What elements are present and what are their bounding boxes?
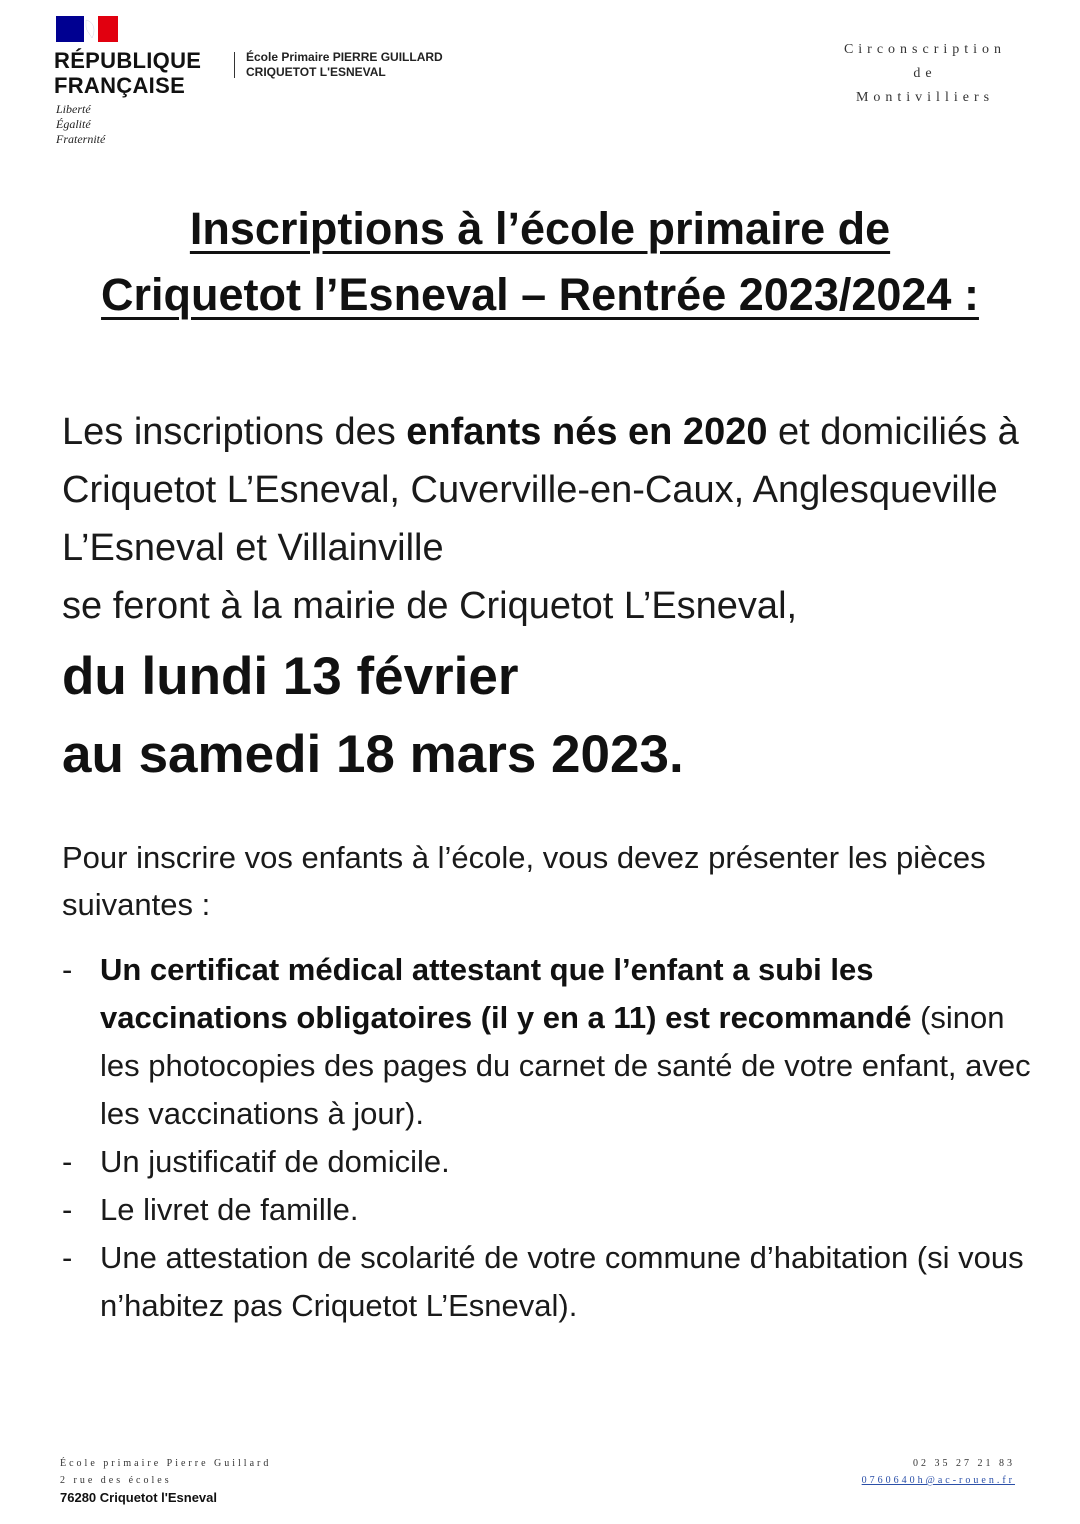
republique-francaise-name: RÉPUBLIQUE FRANÇAISE [54,48,202,98]
footer-phone: 02 35 27 21 83 [913,1458,1015,1469]
documents-list [62,946,1052,1330]
intro-paragraph [62,403,1052,635]
title-line-2: Criquetot l’Esneval – Rentrée 2023/2024 : [101,269,979,320]
dates-end: au samedi 18 mars 2023. [62,725,684,784]
list-item: - Le livret de famille. [62,1192,359,1227]
dates-start: du lundi 13 février [62,647,519,706]
flag-blue-band [56,16,84,42]
page-title [40,196,1040,328]
list-item: - Un justificatif de domicile. [62,1144,450,1179]
marianne-logo [56,16,118,42]
school-name: École Primaire PIERRE GUILLARD CRIQUETOT L'ESNEVAL [246,50,443,79]
documents-intro: Pour inscrire vos enfants à l’école, vous devez présenter les pièces suivantes : [62,840,986,922]
intro-last-line: se feront à la mairie de Criquetot L’Esneval, [62,585,798,627]
intro-highlight: enfants nés en 2020 [406,411,768,453]
footer-address: École primaire Pierre Guillard 2 rue des écoles 76280 Criquetot l'Esneval [60,1458,272,1505]
intro-main: Les inscriptions des enfants nés en 2020 et domiciliés à Criquetot L’Esneval, Cuverville-en-Caux, Anglesqueville L’Esneval et Villainville [62,411,1019,569]
list-item: - Un certificat médical attestant que l’enfant a subi les vaccinations obligatoires (il y en a 11) est recommandé (sinon les photocopies des pages du carnet de santé de votre enfant, avec les vaccinations à jour). [62,952,1031,1131]
registration-dates [62,638,1052,794]
header-separator [234,52,235,78]
list-item: - Une attestation de scolarité de votre commune d’habitation (si vous n’habitez pas Criquetot L’Esneval). [62,1240,1024,1323]
footer-email-link[interactable]: 0760640h@ac-rouen.fr [861,1475,1015,1486]
circonscription: Circonscription de Montivilliers [843,42,1007,105]
footer-contact [820,1455,1015,1489]
title-line-1: Inscriptions à l’école primaire de [189,203,891,254]
republic-motto: Liberté Égalité Fraternité [56,102,106,146]
flag-red-band [98,16,118,42]
